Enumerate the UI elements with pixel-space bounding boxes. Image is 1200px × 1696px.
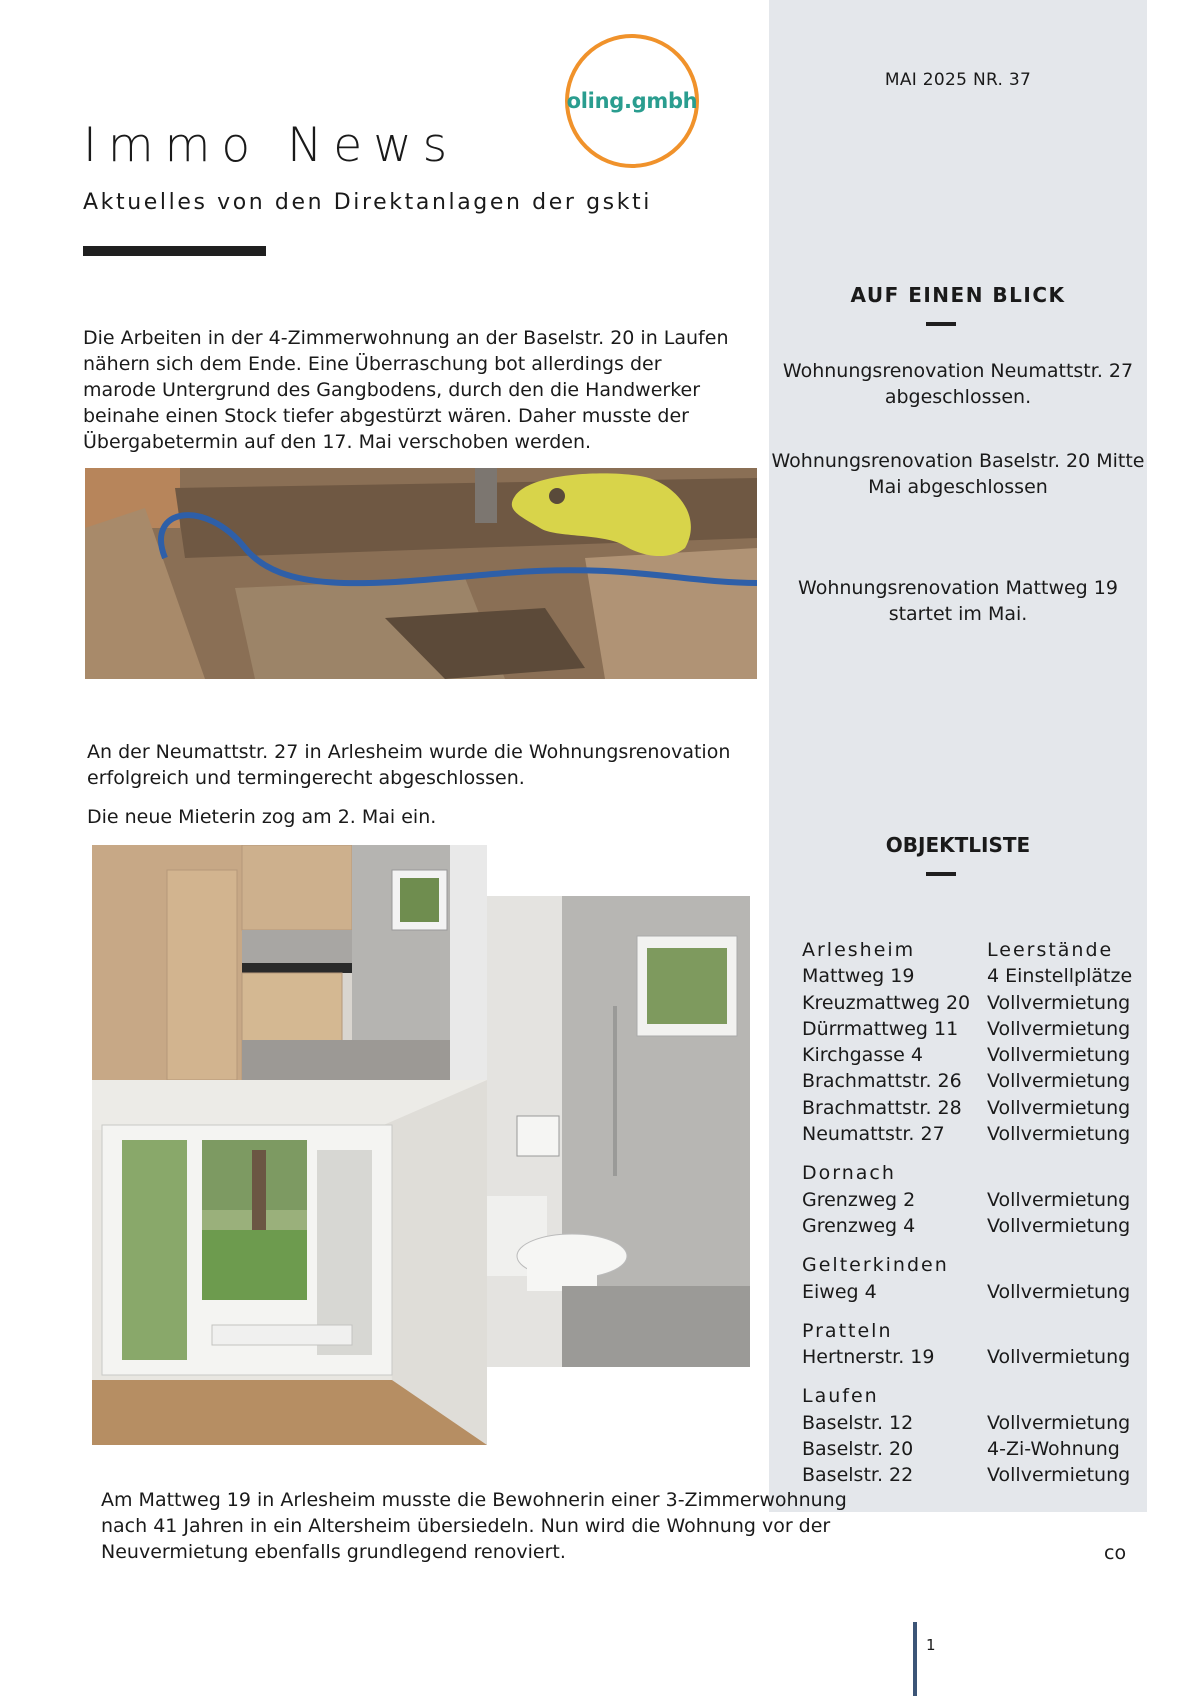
article-neumatt-move-in: Die neue Mieterin zog am 2. Mai ein. [87,806,437,828]
page-subtitle: Aktuelles von den Direktanlagen der gskti [83,190,652,215]
property-status: Vollvermietung [987,1188,1131,1211]
list-item [802,1462,1142,1488]
issue-number: MAI 2025 NR. 37 [884,70,1032,90]
region-pratteln: Pratteln [802,1319,893,1342]
list-item [802,1068,1142,1094]
article-mattweg: Am Mattweg 19 in Arlesheim musste die Bewohnerin einer 3-Zimmerwohnung nach 41 Jahren in ein Altersheim übersiedeln. Nun wird die Wohnung vor der Neuvermietung ebenfalls grundlegend renoviert. [101,1489,847,1563]
glance-item-neumatt: Wohnungsrenovation Neumattstr. 27 abgeschlossen. [782,360,1134,408]
glance-heading-rule [926,322,956,326]
list-item [802,1042,1142,1068]
property-name: Baselstr. 22 [802,1464,914,1487]
region-dornach: Dornach [802,1162,896,1185]
property-status: Vollvermietung [987,1411,1131,1434]
list-item [802,990,1142,1016]
property-name: Brachmattstr. 28 [802,1096,962,1119]
photo-living-room [92,1080,487,1445]
article-baselstr: Die Arbeiten in der 4-Zimmerwohnung an der Baselstr. 20 in Laufen nähern sich dem Ende. Eine Überraschung bot allerdings der marode Untergrund des Gangbodens, durch den die Handwerker beinahe einen Stock tiefer abgestürzt wären. Daher musste der Übergabetermin auf den 17. Mai verschoben werden. [83,327,729,453]
property-status: Vollvermietung [987,1280,1131,1303]
property-name: Baselstr. 12 [802,1411,914,1434]
list-item [802,1016,1142,1042]
page-title: Immo News [83,118,459,173]
object-list-heading: OBJEKTLISTE [885,833,1031,857]
glance-item-baselstr: Wohnungsrenovation Baselstr. 20 Mitte Mai abgeschlossen [771,450,1145,498]
property-status: Vollvermietung [987,1044,1131,1067]
footer-bar [913,1622,917,1696]
property-name: Baselstr. 20 [802,1438,914,1461]
photo-bathroom [487,896,750,1367]
list-item [802,1095,1142,1121]
property-name: Kirchgasse 4 [802,1044,923,1067]
object-list-header-row [802,937,1142,963]
list-item [802,1213,1142,1239]
property-status: Vollvermietung [987,1017,1131,1040]
property-name: Hertnerstr. 19 [802,1346,935,1369]
property-status: Vollvermietung [987,1464,1131,1487]
author-initials: co [1104,1542,1127,1564]
property-name: Eiweg 4 [802,1280,877,1303]
property-name: Grenzweg 4 [802,1214,916,1237]
property-status: Vollvermietung [987,1096,1131,1119]
status-column-header: Leerstände [987,939,1114,961]
property-status: Vollvermietung [987,1346,1131,1369]
list-item [802,1436,1142,1462]
article-neumatt: An der Neumattstr. 27 in Arlesheim wurde die Wohnungsrenovation erfolgreich und termingerecht abgeschlossen. [87,741,731,789]
logo-text: oling.gmbh [566,89,698,113]
list-item [802,1279,1142,1305]
title-underline [83,246,266,256]
property-name: Dürrmattweg 11 [802,1017,959,1040]
property-status: Vollvermietung [987,1123,1131,1146]
property-status: 4-Zi-Wohnung [987,1438,1120,1461]
region-arlesheim: Arlesheim [802,939,916,961]
photo-floor-damage [85,468,757,679]
property-status: Vollvermietung [987,991,1131,1014]
glance-item-mattweg: Wohnungsrenovation Mattweg 19 startet im Mai. [798,577,1118,625]
region-laufen: Laufen [802,1385,879,1408]
photo-kitchen [92,845,487,1080]
glance-heading: AUF EINEN BLICK [850,283,1066,307]
page-number: 1 [926,1636,936,1654]
object-list-heading-rule [926,872,956,876]
list-item [802,1344,1142,1370]
property-status: 4 Einstellplätze [987,965,1133,988]
property-name: Grenzweg 2 [802,1188,916,1211]
object-list [802,937,1142,1489]
list-item [802,1410,1142,1436]
property-name: Neumattstr. 27 [802,1123,945,1146]
company-logo [565,34,699,168]
property-name: Kreuzmattweg 20 [802,991,971,1014]
property-status: Vollvermietung [987,1070,1131,1093]
property-name: Brachmattstr. 26 [802,1070,962,1093]
list-item [802,1121,1142,1147]
list-item [802,963,1142,989]
property-name: Mattweg 19 [802,965,915,988]
region-gelterkinden: Gelterkinden [802,1254,949,1277]
property-status: Vollvermietung [987,1214,1131,1237]
list-item [802,1187,1142,1213]
